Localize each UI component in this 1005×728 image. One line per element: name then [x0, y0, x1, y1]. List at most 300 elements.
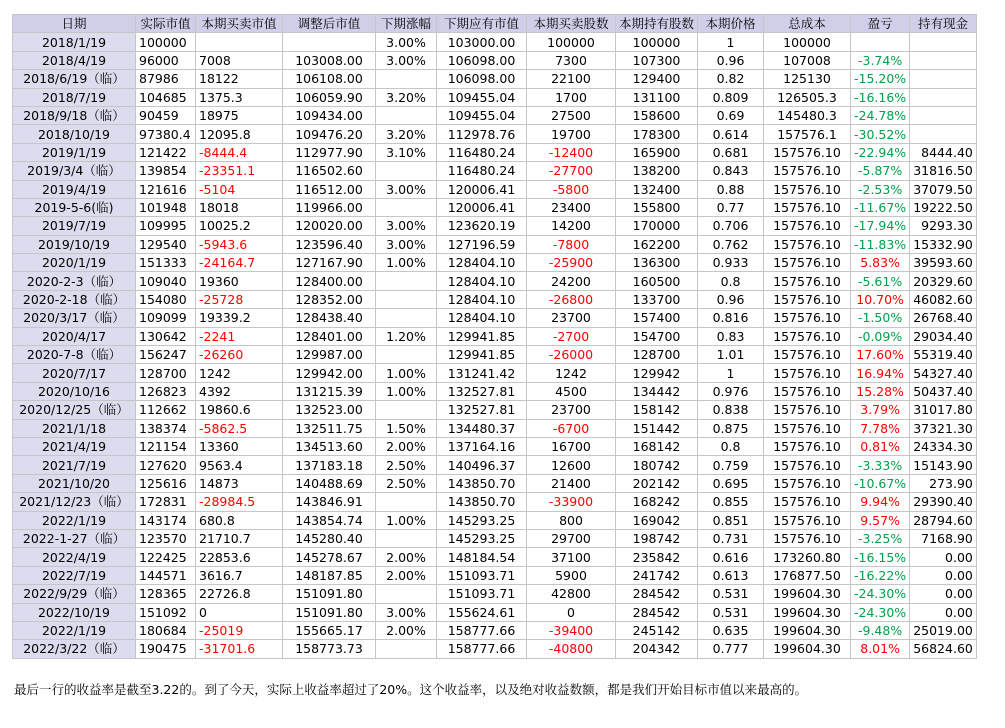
table-row — [13, 235, 977, 253]
cell-price: 0.759 — [698, 456, 764, 474]
cell-cash: 15143.90 — [910, 456, 977, 474]
cell-cash — [910, 33, 977, 51]
cell-price: 0.531 — [698, 585, 764, 603]
cell-profit-loss: -3.25% — [851, 529, 910, 547]
cell-next-growth: 1.00% — [376, 254, 437, 272]
table-row — [13, 346, 977, 364]
cell-cash: 31017.80 — [910, 401, 977, 419]
cell-trade-value: -26260 — [196, 346, 283, 364]
cell-cash — [910, 88, 977, 106]
cell-market-value: 143174 — [136, 511, 196, 529]
cell-date: 2020/12/25（临） — [13, 401, 136, 419]
cell-trade-shares: -33900 — [527, 493, 616, 511]
table-row — [13, 621, 977, 639]
cell-price: 0.83 — [698, 327, 764, 345]
cell-market-value: 128700 — [136, 364, 196, 382]
cell-market-value: 104685 — [136, 88, 196, 106]
cell-price: 0.8 — [698, 272, 764, 290]
cell-total-cost: 157576.10 — [764, 254, 851, 272]
cell-date: 2022/9/29（临） — [13, 585, 136, 603]
table-row — [13, 198, 977, 216]
cell-next-target-value: 129941.85 — [437, 346, 527, 364]
cell-cash: 0.00 — [910, 585, 977, 603]
cell-profit-loss: -0.09% — [851, 327, 910, 345]
cell-next-target-value: 103000.00 — [437, 33, 527, 51]
cell-cash: 29034.40 — [910, 327, 977, 345]
cell-next-growth: 3.20% — [376, 88, 437, 106]
cell-next-growth: 3.00% — [376, 180, 437, 198]
cell-cash: 0.00 — [910, 548, 977, 566]
cell-price: 1.01 — [698, 346, 764, 364]
cell-market-value: 139854 — [136, 162, 196, 180]
cell-adjusted-value: 128438.40 — [283, 309, 376, 327]
cell-price: 0.855 — [698, 493, 764, 511]
cell-held-shares: 132400 — [616, 180, 698, 198]
cell-next-growth: 3.00% — [376, 33, 437, 51]
cell-held-shares: 235842 — [616, 548, 698, 566]
cell-adjusted-value: 128352.00 — [283, 290, 376, 308]
table-row — [13, 474, 977, 492]
header-row — [13, 15, 977, 33]
cell-date: 2020-2-18（临） — [13, 290, 136, 308]
cell-next-target-value: 128404.10 — [437, 290, 527, 308]
cell-date: 2020/4/17 — [13, 327, 136, 345]
cell-profit-loss: -5.61% — [851, 272, 910, 290]
cell-held-shares: 133700 — [616, 290, 698, 308]
table-row — [13, 70, 977, 88]
cell-date: 2022/10/19 — [13, 603, 136, 621]
cell-next-growth: 2.00% — [376, 566, 437, 584]
cell-profit-loss: 9.94% — [851, 493, 910, 511]
cell-total-cost: 157576.10 — [764, 474, 851, 492]
cell-cash: 37321.30 — [910, 419, 977, 437]
table-row — [13, 603, 977, 621]
cell-price: 0.613 — [698, 566, 764, 584]
cell-total-cost: 157576.10 — [764, 456, 851, 474]
cell-cash — [910, 125, 977, 143]
cell-next-target-value: 128404.10 — [437, 254, 527, 272]
cell-date: 2021/12/23（临） — [13, 493, 136, 511]
cell-market-value: 156247 — [136, 346, 196, 364]
cell-trade-value: -23351.1 — [196, 162, 283, 180]
table-row — [13, 33, 977, 51]
cell-market-value: 97380.4 — [136, 125, 196, 143]
cell-price: 0.614 — [698, 125, 764, 143]
cell-total-cost: 157576.10 — [764, 529, 851, 547]
cell-trade-shares: -25900 — [527, 254, 616, 272]
cell-profit-loss: -11.83% — [851, 235, 910, 253]
cell-profit-loss: -10.67% — [851, 474, 910, 492]
cell-market-value: 190475 — [136, 640, 196, 658]
cell-next-growth — [376, 585, 437, 603]
table-row — [13, 419, 977, 437]
cell-date: 2018/1/19 — [13, 33, 136, 51]
cell-profit-loss: 7.78% — [851, 419, 910, 437]
table-row — [13, 529, 977, 547]
cell-trade-shares: -39400 — [527, 621, 616, 639]
cell-next-target-value: 127196.59 — [437, 235, 527, 253]
cell-market-value: 126823 — [136, 382, 196, 400]
cell-adjusted-value: 119966.00 — [283, 198, 376, 216]
cell-held-shares: 180742 — [616, 456, 698, 474]
cell-price: 0.838 — [698, 401, 764, 419]
cell-trade-shares: -6700 — [527, 419, 616, 437]
cell-date: 2020/7/17 — [13, 364, 136, 382]
cell-date: 2020/3/17（临） — [13, 309, 136, 327]
cell-date: 2022/1/19 — [13, 511, 136, 529]
cell-next-growth: 2.00% — [376, 621, 437, 639]
cell-market-value: 144571 — [136, 566, 196, 584]
cell-profit-loss: 8.01% — [851, 640, 910, 658]
cell-trade-value: -2241 — [196, 327, 283, 345]
cell-profit-loss: -3.33% — [851, 456, 910, 474]
cell-next-growth: 3.00% — [376, 217, 437, 235]
cell-profit-loss: -24.30% — [851, 603, 910, 621]
cell-trade-shares: -12400 — [527, 143, 616, 161]
cell-market-value: 121422 — [136, 143, 196, 161]
cell-trade-shares: 5900 — [527, 566, 616, 584]
cell-total-cost: 157576.10 — [764, 493, 851, 511]
cell-date: 2018/10/19 — [13, 125, 136, 143]
cell-next-target-value: 137164.16 — [437, 437, 527, 455]
cell-held-shares: 168242 — [616, 493, 698, 511]
cell-held-shares: 165900 — [616, 143, 698, 161]
cell-next-target-value: 128404.10 — [437, 309, 527, 327]
cell-trade-value: 10025.2 — [196, 217, 283, 235]
cell-total-cost: 157576.10 — [764, 327, 851, 345]
cell-held-shares: 178300 — [616, 125, 698, 143]
cell-trade-shares: 23400 — [527, 198, 616, 216]
cell-next-growth: 3.20% — [376, 125, 437, 143]
cell-trade-value: -5862.5 — [196, 419, 283, 437]
cell-adjusted-value: 128400.00 — [283, 272, 376, 290]
cell-trade-shares: -26800 — [527, 290, 616, 308]
cell-next-target-value: 120006.41 — [437, 180, 527, 198]
table-row — [13, 143, 977, 161]
cell-price: 0.851 — [698, 511, 764, 529]
cell-held-shares: 129400 — [616, 70, 698, 88]
cell-date: 2021/1/18 — [13, 419, 136, 437]
table-row — [13, 88, 977, 106]
cell-trade-shares: -5800 — [527, 180, 616, 198]
cell-adjusted-value: 158773.73 — [283, 640, 376, 658]
cell-next-growth — [376, 529, 437, 547]
cell-cash: 54327.40 — [910, 364, 977, 382]
cell-trade-shares: 22100 — [527, 70, 616, 88]
cell-cash: 9293.30 — [910, 217, 977, 235]
table-row — [13, 585, 977, 603]
cell-trade-value: 18122 — [196, 70, 283, 88]
header-cash: 持有现金 — [910, 15, 977, 33]
header-trade-shares: 本期买卖股数 — [527, 15, 616, 33]
cell-profit-loss — [851, 33, 910, 51]
cell-date: 2021/4/19 — [13, 437, 136, 455]
cell-profit-loss: -24.78% — [851, 106, 910, 124]
cell-market-value: 109995 — [136, 217, 196, 235]
cell-date: 2022/4/19 — [13, 548, 136, 566]
cell-next-growth: 2.00% — [376, 548, 437, 566]
cell-next-target-value: 131241.42 — [437, 364, 527, 382]
cell-held-shares: 129942 — [616, 364, 698, 382]
cell-price: 0.82 — [698, 70, 764, 88]
cell-trade-shares: 7300 — [527, 51, 616, 69]
cell-date: 2019/3/4（临） — [13, 162, 136, 180]
footnote-text: 最后一行的收益率是截至3.22的。到了今天，实际上收益率超过了20%。这个收益率，以及绝对收益数额，都是我们开始目标市值以来最高的。 — [14, 682, 808, 697]
cell-price: 0.976 — [698, 382, 764, 400]
cell-held-shares: 158600 — [616, 106, 698, 124]
cell-trade-value: -25728 — [196, 290, 283, 308]
cell-trade-value: -31701.6 — [196, 640, 283, 658]
cell-market-value: 151092 — [136, 603, 196, 621]
cell-trade-shares: -2700 — [527, 327, 616, 345]
cell-price: 0.875 — [698, 419, 764, 437]
cell-next-target-value: 109455.04 — [437, 106, 527, 124]
cell-next-target-value: 148184.54 — [437, 548, 527, 566]
cell-total-cost: 157576.10 — [764, 290, 851, 308]
cell-market-value: 151333 — [136, 254, 196, 272]
header-date: 日期 — [13, 15, 136, 33]
header-price: 本期价格 — [698, 15, 764, 33]
cell-trade-shares: 1700 — [527, 88, 616, 106]
cell-held-shares: 162200 — [616, 235, 698, 253]
cell-profit-loss: -30.52% — [851, 125, 910, 143]
cell-cash: 25019.00 — [910, 621, 977, 639]
cell-trade-shares: 800 — [527, 511, 616, 529]
cell-total-cost: 157576.10 — [764, 346, 851, 364]
cell-price: 0.96 — [698, 51, 764, 69]
cell-total-cost: 125130 — [764, 70, 851, 88]
table-row — [13, 364, 977, 382]
cell-held-shares: 198742 — [616, 529, 698, 547]
cell-adjusted-value: 103008.00 — [283, 51, 376, 69]
cell-next-target-value: 116480.24 — [437, 143, 527, 161]
cell-held-shares: 100000 — [616, 33, 698, 51]
cell-adjusted-value: 151091.80 — [283, 585, 376, 603]
cell-trade-shares: 14200 — [527, 217, 616, 235]
cell-date: 2019/1/19 — [13, 143, 136, 161]
table-body — [13, 33, 977, 658]
cell-adjusted-value: 123596.40 — [283, 235, 376, 253]
cell-total-cost: 157576.10 — [764, 401, 851, 419]
cell-held-shares: 136300 — [616, 254, 698, 272]
cell-cash — [910, 106, 977, 124]
cell-cash: 37079.50 — [910, 180, 977, 198]
cell-adjusted-value: 116502.60 — [283, 162, 376, 180]
cell-adjusted-value: 131215.39 — [283, 382, 376, 400]
cell-total-cost: 157576.10 — [764, 143, 851, 161]
header-profit-loss: 盈亏 — [851, 15, 910, 33]
cell-held-shares: 284542 — [616, 603, 698, 621]
cell-trade-shares: 0 — [527, 603, 616, 621]
cell-trade-shares: 37100 — [527, 548, 616, 566]
table-row — [13, 437, 977, 455]
table-row — [13, 290, 977, 308]
cell-price: 0.531 — [698, 603, 764, 621]
cell-trade-value: 9563.4 — [196, 456, 283, 474]
cell-total-cost: 126505.3 — [764, 88, 851, 106]
cell-profit-loss: -9.48% — [851, 621, 910, 639]
cell-cash: 0.00 — [910, 566, 977, 584]
cell-profit-loss: 5.83% — [851, 254, 910, 272]
cell-date: 2019/7/19 — [13, 217, 136, 235]
cell-next-target-value: 134480.37 — [437, 419, 527, 437]
cell-market-value: 109040 — [136, 272, 196, 290]
cell-held-shares: 138200 — [616, 162, 698, 180]
cell-cash: 24334.30 — [910, 437, 977, 455]
cell-market-value: 130642 — [136, 327, 196, 345]
table-row — [13, 511, 977, 529]
table-row — [13, 254, 977, 272]
cell-trade-shares: 29700 — [527, 529, 616, 547]
cell-date: 2021/7/19 — [13, 456, 136, 474]
cell-cash: 39593.60 — [910, 254, 977, 272]
cell-cash: 29390.40 — [910, 493, 977, 511]
cell-trade-value: 18975 — [196, 106, 283, 124]
cell-adjusted-value: 128401.00 — [283, 327, 376, 345]
cell-held-shares: 131100 — [616, 88, 698, 106]
cell-trade-value: 19360 — [196, 272, 283, 290]
cell-held-shares: 241742 — [616, 566, 698, 584]
table-row — [13, 162, 977, 180]
cell-next-target-value: 132527.81 — [437, 401, 527, 419]
target-market-value-table — [12, 14, 977, 659]
cell-price: 0.816 — [698, 309, 764, 327]
cell-next-target-value: 123620.19 — [437, 217, 527, 235]
cell-next-target-value: 145293.25 — [437, 529, 527, 547]
cell-market-value: 101948 — [136, 198, 196, 216]
cell-profit-loss: 3.79% — [851, 401, 910, 419]
cell-profit-loss: -22.94% — [851, 143, 910, 161]
cell-total-cost: 176877.50 — [764, 566, 851, 584]
cell-held-shares: 158142 — [616, 401, 698, 419]
cell-next-target-value: 145293.25 — [437, 511, 527, 529]
cell-next-growth — [376, 401, 437, 419]
cell-trade-value: 1375.3 — [196, 88, 283, 106]
cell-adjusted-value: 116512.00 — [283, 180, 376, 198]
cell-total-cost: 100000 — [764, 33, 851, 51]
cell-cash: 7168.90 — [910, 529, 977, 547]
cell-held-shares: 169042 — [616, 511, 698, 529]
cell-price: 1 — [698, 364, 764, 382]
cell-total-cost: 157576.10 — [764, 419, 851, 437]
table-row — [13, 566, 977, 584]
cell-profit-loss: -11.67% — [851, 198, 910, 216]
cell-total-cost: 157576.10 — [764, 180, 851, 198]
cell-price: 0.843 — [698, 162, 764, 180]
cell-market-value: 121616 — [136, 180, 196, 198]
cell-next-target-value: 158777.66 — [437, 621, 527, 639]
cell-adjusted-value: 129987.00 — [283, 346, 376, 364]
cell-adjusted-value: 140488.69 — [283, 474, 376, 492]
cell-cash: 273.90 — [910, 474, 977, 492]
data-table-container — [12, 14, 977, 659]
cell-total-cost: 157576.10 — [764, 437, 851, 455]
cell-date: 2018/9/18（临） — [13, 106, 136, 124]
cell-trade-shares: 16700 — [527, 437, 616, 455]
cell-held-shares: 151442 — [616, 419, 698, 437]
cell-cash: 46082.60 — [910, 290, 977, 308]
cell-trade-shares: 24200 — [527, 272, 616, 290]
table-row — [13, 125, 977, 143]
cell-profit-loss: 10.70% — [851, 290, 910, 308]
cell-next-growth: 3.00% — [376, 603, 437, 621]
cell-date: 2018/6/19（临） — [13, 70, 136, 88]
cell-total-cost: 157576.10 — [764, 272, 851, 290]
cell-trade-shares: -40800 — [527, 640, 616, 658]
table-row — [13, 327, 977, 345]
cell-trade-value: -24164.7 — [196, 254, 283, 272]
cell-next-target-value: 109455.04 — [437, 88, 527, 106]
cell-adjusted-value: 112977.90 — [283, 143, 376, 161]
cell-market-value: 96000 — [136, 51, 196, 69]
cell-next-target-value: 143850.70 — [437, 493, 527, 511]
cell-trade-shares: 21400 — [527, 474, 616, 492]
cell-next-target-value: 140496.37 — [437, 456, 527, 474]
cell-profit-loss: -15.20% — [851, 70, 910, 88]
cell-next-target-value: 158777.66 — [437, 640, 527, 658]
cell-price: 0.616 — [698, 548, 764, 566]
cell-market-value: 172831 — [136, 493, 196, 511]
cell-next-growth — [376, 272, 437, 290]
cell-held-shares: 245142 — [616, 621, 698, 639]
cell-adjusted-value: 143846.91 — [283, 493, 376, 511]
cell-next-growth: 3.00% — [376, 235, 437, 253]
cell-price: 0.706 — [698, 217, 764, 235]
header-adjusted-value: 调整后市值 — [283, 15, 376, 33]
cell-profit-loss: -24.30% — [851, 585, 910, 603]
cell-profit-loss: -16.15% — [851, 548, 910, 566]
cell-adjusted-value: 129942.00 — [283, 364, 376, 382]
cell-market-value: 90459 — [136, 106, 196, 124]
cell-next-target-value: 112978.76 — [437, 125, 527, 143]
cell-price: 0.635 — [698, 621, 764, 639]
cell-next-growth: 1.00% — [376, 364, 437, 382]
cell-next-growth: 1.00% — [376, 511, 437, 529]
cell-price: 0.809 — [698, 88, 764, 106]
cell-next-growth: 1.50% — [376, 419, 437, 437]
cell-date: 2018/7/19 — [13, 88, 136, 106]
cell-date: 2018/4/19 — [13, 51, 136, 69]
cell-price: 0.933 — [698, 254, 764, 272]
cell-held-shares: 154700 — [616, 327, 698, 345]
cell-market-value: 125616 — [136, 474, 196, 492]
cell-date: 2020/1/19 — [13, 254, 136, 272]
cell-cash: 26768.40 — [910, 309, 977, 327]
cell-market-value: 121154 — [136, 437, 196, 455]
cell-date: 2022/3/22（临） — [13, 640, 136, 658]
cell-held-shares: 128700 — [616, 346, 698, 364]
cell-trade-shares: -7800 — [527, 235, 616, 253]
cell-profit-loss: -1.50% — [851, 309, 910, 327]
cell-trade-value: -8444.4 — [196, 143, 283, 161]
cell-held-shares: 204342 — [616, 640, 698, 658]
cell-cash — [910, 70, 977, 88]
table-row — [13, 640, 977, 658]
cell-price: 0.695 — [698, 474, 764, 492]
cell-held-shares: 168142 — [616, 437, 698, 455]
cell-total-cost: 157576.10 — [764, 364, 851, 382]
cell-next-growth: 1.20% — [376, 327, 437, 345]
cell-trade-value: -25019 — [196, 621, 283, 639]
cell-profit-loss: -17.94% — [851, 217, 910, 235]
cell-date: 2019-5-6(临) — [13, 198, 136, 216]
cell-next-growth: 2.00% — [376, 437, 437, 455]
cell-next-growth — [376, 70, 437, 88]
cell-trade-value: 680.8 — [196, 511, 283, 529]
header-market-value: 实际市值 — [136, 15, 196, 33]
cell-total-cost: 157576.10 — [764, 309, 851, 327]
cell-trade-value: -5943.6 — [196, 235, 283, 253]
